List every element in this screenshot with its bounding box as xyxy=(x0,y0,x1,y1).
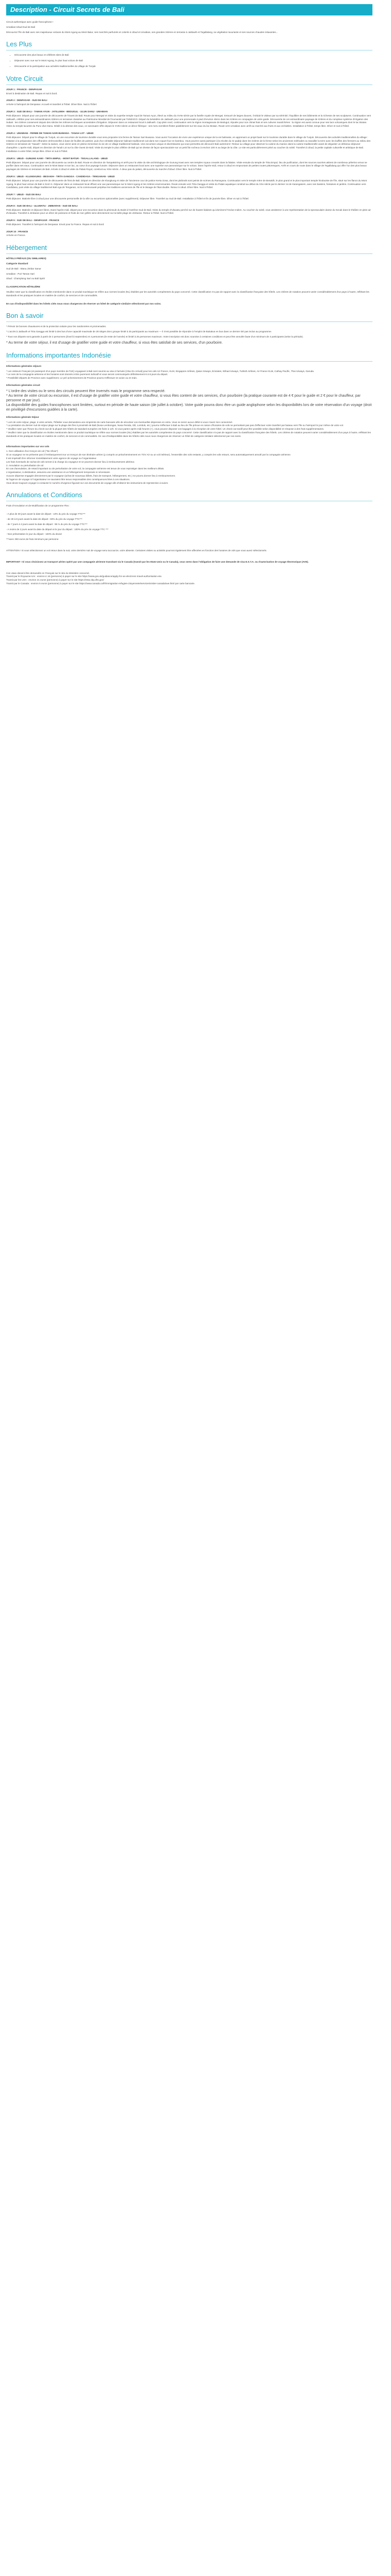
annulation-item: - A moins de 2 jours avant la date du départ et le jour du départ : 100% du prix du voyage TTC *** xyxy=(6,528,109,531)
classification-title: CLASSIFICATION HÔTELIÈRE xyxy=(6,285,40,289)
annulation-item: - de 30 à 8 jours avant la date de départ : 60% du prix du voyage TTC*** xyxy=(6,517,83,520)
itinerary xyxy=(6,88,372,238)
important-note: IMPORTANT ! Si vous choisissez un transport aérien opéré par une compagnie aérienne transitant via le Canada (transit par les Etats-Unis ou le Canada), vous serez dans l'obligation de faire une demande de visa E.S.T.A. ou d'autorisation de voyage électronique (AVE). xyxy=(6,560,309,563)
classification-text: Veuillez noter que la classification en étoiles mentionnée dans ce produit touristique se réfère aux normes locales (NL) établies par les autorités compétentes du pays concerné. Cette classification n'a pas de rapport avec la classification française des hôtels. Les critères de notation peuvent varier considérablement d'un pays à l'autre, reflétant les standards et les pratiques locales en matière de confort, de services et de commodités. xyxy=(6,291,369,297)
day-block xyxy=(6,132,372,154)
formalites-text: * Les visiteurs Français (et passeport d'un pays membre de l'UE) voyageant à Bali sont soumis au visa à l'arrivée (Visa On Arrival) pour les vols Air France, KLM, Singapore Airlines, Qatar Airways, Emirates, Etihad Airways, Turkish Airlines, Air France KLM, Cathay Pacific, Thai Airways, Garuda. * Le nom de la compagnie aérienne et les horaires sont donnés à titre purement indicatif et vous seront communiqués définitivement 6 à 8 jours du départ. * Possibilité départs de Province avec supplément. Le pré acheminement de Province pourra s'effectuer en avion ou en train. xyxy=(6,369,315,380)
annulation-intro: Frais d'Annulation et de Modification de ce programme Flex : xyxy=(6,504,70,507)
day-text: Petit déjeuner. Départ pour le village de Tunjuk, où une excursion de tourisme durable vous sera proposée à la ferme de Taman Sari Buwana. Vous aurez l'occasion de vivre une expérience unique de la vie balinaise, en apprenant un projet basé sur le tourisme durable dans le village de Tunjuk. Découverte des activités traditionnelles du village : initiation à la préparation des offrandes cérémonielles à base de feuilles de palmier, puis d'un véritable déjeuner balinais traditionnel cuit dans son coquet four en bambou. Vous pourrez aussi participer à la récolte du riz paddy dans les rizières de la ferme selon les anciennes méthodes ou travailler la terre avec les buffles des fermiers au milieu des rizières en terrasses de "Sawah". Selon la saison, vous vivrez ainsi en pleine immersion la vie de ce village traditionnel balinais. Une excursion unique et divertissante qui vous permettra de découvrir Bali autrement ! Retour au village pour observer la cuisine du manioc dans la cuisine traditionnelle avant de déguster un délicieux déjeuner champêtre. L'après-midi, départ en direction de Tanah Lot sur la côte Ouest de Bali. Visite du temple le plus célèbre de Bali qui se dresse de façon spectaculaire sur un petit îlot rocheux à environ 100 m au large de la côte. Le site est particulièrement prisé au coucher du soleil. Transfert à Ubud, la petite capitale culturelle et artistique de Bali. Installation à votre hôtel, temps libre. Dîner et nuit à l'hôtel. xyxy=(6,135,371,152)
tip-item-tipping: * Au terme de votre séjour, il est d'usage de gratifier votre guide et votre chauffeur, si vous êtes satisfait de ses services, d'un pourboire. xyxy=(6,341,223,345)
plus-list xyxy=(6,54,372,68)
day-title: JOUR 5 : UBUD - GUNUNG KAWI - TIRTA EMPUL - MONT BATUR - TEGALLALANG - UBUD xyxy=(6,157,108,160)
day-block xyxy=(6,193,372,201)
day-title: JOUR 4 : UMABIAN - FERME DE TAMAN SARI BUWANA - TANAH LOT - UBUD xyxy=(6,131,94,134)
page-title-banner: Description - Circuit Secrets de Bali xyxy=(6,4,372,15)
section-heading-plus: Les Plus xyxy=(6,40,372,50)
page xyxy=(0,0,379,597)
annulation-item: - de 7 jours à 3 jours avant la date de départ : 95 % du prix du voyage TTC*** xyxy=(6,522,88,526)
day-block xyxy=(6,230,372,238)
section-heading-hebergement: Hébergement xyxy=(6,244,372,254)
day-text: Envol à destination de Bali. Repas et nuit à bord. xyxy=(6,92,58,95)
circuit-info-title: Informations générales circuit xyxy=(6,384,40,387)
annulation-item: - Non présentation le jour du départ : 100% du devoir xyxy=(6,533,62,536)
plus-item: • Déjeuner avec vue sur le Mont Agung, le plus haut volcan de Bali xyxy=(14,59,372,63)
section-heading-circuit: Votre Circuit xyxy=(6,75,372,85)
day-text: Arrivée en France. xyxy=(6,234,26,237)
annulation-item: - A plus de 30 jours avant la date de départ : 10% du prix du voyage TTC*** xyxy=(6,513,86,516)
day-block xyxy=(6,175,372,190)
hotel-item: Ubud : Champlung Sari ou Bali Spirit xyxy=(6,277,45,280)
hotels-title: HÔTELS PRÉVUS (OU SIMILAIRES) xyxy=(6,257,46,260)
intro-line: Umabian-Ubud-Sud de Bali xyxy=(6,25,35,28)
classification-note: En cas d'indisponibilité dans les hôtels cités nous nous chargerons de réserver un hôtel de catégorie similaire sélectionné par nos soins. xyxy=(6,302,161,305)
day-block xyxy=(6,110,372,128)
vols-info-text: 1. Non-utilisation d'un tronçon de vol ("No Show") Si un voyageur ne se présente pas à l'embarquement sur un tronçon de son itinéraire aérien (y compris un préacheminement en TGV Air ou un vol intérieur), l'ensemble des vols restants, y compris les vols retours, sera automatiquement annulé par la compagnie aérienne. Il est impératif d'en informer immédiatement votre agence de voyage ou l'organisateur. Les frais éventuels de rachat de vols seront à la charge du voyageur et ne pourront donner lieu à remboursement ultérieur. 2. Annulation ou perturbation de vol En cas d'annulation, de retard important ou de perturbation de votre vol, la compagnie aérienne est tenue de vous reprotéger dans les meilleurs délais. L'organisateur, à destination, assurera une assistance et un hébergement temporaire si nécessaire. Aucune dépense engagée directement par le voyageur (achat de nouveaux billets, frais de transport, hébergement, etc.) ne pourra donner lieu à remboursement. Ni l'agence de voyage ni l'organisateur ne sauraient être tenus responsables des conséquences liées à ces situations. Vous devez toujours voyager à contacter le numéro d'urgence figurant sur vos documents de voyage afin d'obtenir les instructions de reprotection à suivre. xyxy=(6,450,291,484)
section-heading-infos: Informations importantes Indonésie xyxy=(6,351,372,362)
day-text: Petit déjeuner. Départ pour une journée de découverte de l'Est de Bali. Départ en direction de Klungkung et visite de l'ancienne cour de justice Kerta Gosa, dont les plafonds sont peints de scènes du Ramayana. Continuation vers le temple mère de Besakih, le plus grand et le plus important temple hindouiste de l'île, situé sur les flancs du Mont Agung, le plus haut volcan de Bali à 3142 m. Déjeuner dans un restaurant local offrant une vue panoramique sur le Mont Agung et les rizières environnantes. Route ensuite vers Tirta Gangga et visite du Palais aquatique construit au début du XXe siècle par le dernier roi de Karangasem, avec ses bassins, fontaines et jardins. Continuation vers Candidasa, puis visite du village traditionnel Bali Aga de Tenganan, où la communauté perpétue les traditions anciennes de l'île et le tissage de l'ikat double. Retour à Ubud. Dîner libre. Nuit à l'hôtel. xyxy=(6,179,367,189)
intro-line: Circuit authentique avec guide francophone ! xyxy=(6,21,54,23)
day-title: JOUR 8 : SUD DE BALI - ULUWATU - JIMBARAN - SUD DE BALI xyxy=(6,204,78,207)
day-text: Petit déjeuner. Transfert à l'aéroport de Denpasar. Envol pour la France. Repas et nuit à bord. xyxy=(6,223,105,226)
day-title: JOUR 3 : SUD DE BALI - TAMAN AYUN - JATILUWIH - BEDUGUL - ULUN DANU - UMABIAN xyxy=(6,110,108,113)
attention-note: ATTENTION ! Si vous sélectionnez un vol retour dans la nuit, votre dernière nuit de voyage sera raccourcie, voire absente. Certaines visites ou activités pourront également être affectées en fonction des horaires de vols que vous aurez sélectionnés. xyxy=(6,549,267,552)
hebergement-section xyxy=(6,257,372,306)
section-heading-bon-a-savoir: Bon à savoir xyxy=(6,312,372,322)
day-text: Petit déjeuner. Matinée et déjeuner libres. Dans l'après-midi, départ pour une excursion dans la péninsule du Bukit à l'extrême Sud de Bali. Visite du temple d'Uluwatu perché sur de hautes falaises qui dominent l'Océan Indien. Au coucher du soleil, vous assisterez à une représentation de la spectaculaire danse du Kecak dans le théâtre en plein air d'Uluwatu. Transfert à Jimbaran pour un dîner de poissons et fruits de mer grillés servi directement sur la belle plage de Jimbaran. Retour à l'hôtel. Nuit à l'hôtel. xyxy=(6,208,371,215)
day-block xyxy=(6,157,372,172)
day-block xyxy=(6,219,372,227)
day-block xyxy=(6,88,372,96)
visa-info: Ces visas doivent être demandés en Français sur le site du Ministère concerné. Transit par le Royaume-Uni : environ £ 16 (personne) à payer sur le site https://www.gov.uk/guidance/apply-for-an-electronic-travel-authorisation-eta Transit par les USA : environ 21 euros (personne) à payer sur le site https://esta.cbp.dhs.gov/ Transit par le Canada : environ 5 euros (personne) à payer sur le site https://www.canada.ca/fr/immigration-refugies-citoyennete/services/visiter-canada/ave.html par carte bancaire. xyxy=(6,571,195,585)
annulations-section xyxy=(6,504,372,585)
day-title: JOUR 7 : UBUD - SUD DE BALI xyxy=(6,193,41,196)
tip-item: * L'accès à Jatiluwih et Tirta Gangga est limité à des bus d'une capacité maximale de 28 sièges donc groupe limité à 25 participants au maximum — il n'est possible de répondre à l'emploi de Bukakus en bus dans ce dernier tiré pas inclus au programme. xyxy=(6,330,272,333)
annulation-footnote: ***avec 250 euros de frais minimum par personne xyxy=(6,538,59,541)
day-text: Arrivée à l'aéroport de Denpasar. Accueil et transfert à l'hôtel. Dîner libre. Nuit à l'hôtel. xyxy=(6,103,97,106)
day-title: JOUR 2 : DENPASAR - SUD DE BALI xyxy=(6,99,47,102)
bon-a-savoir-section xyxy=(6,325,372,345)
section-heading-annulations: Annulations et Conditions xyxy=(6,491,372,501)
day-title: JOUR 1 : FRANCE - DENPASAR xyxy=(6,88,42,91)
tip-item: * Prévoir de bonnes chaussures et de la protection solaire pour les randonnées et promenades. xyxy=(6,325,107,328)
day-text: Petit déjeuner. Départ pour une journée de découverte de l'Ouest de Bali. Route pour Mengwi et visite du superbe temple royal de Taman Ayun, élevé au milieu du XVIIe siècle par la famille royale de Mengwi. Entouré de larges douves, il séduit le visiteur par sa sérénité, l'équilibre de ses bâtiments et la richesse de ses sculptures. Continuation vers Jatiluwih, célèbre pour ses extraordinaires rizières en terrasses classées au Patrimoine Mondial de l'Humanité par l'UNESCO. Départ du belvédère de Jatiluwih pour une promenade à pied d'environ 45mn dans les rizières en compagnie de votre guide. Découverte de cet extraordinaire paysage de rizières et du complexe système d'irrigation des Subak : les rizières conservent depuis des siècles les mêmes techniques ancestrales d'irrigation. Déjeuner dans un restaurant local à Jatiluwih. Cap plein nord, continuation vers la région montagneuse de Bedugul, réputée pour son climat frais et ses cultures maraîchères : la région est aussi connue pour ses lacs volcaniques dont le lac Bratan. Visite du temple lacustre du Pura Ulun Danu. Dédié à la déesse des eaux, ce sanctuaire offre depuis le XVIIe siècle un décor féérique : ses meru semblent flotter paisiblement sur les eaux du lac Bratan. Route vers Umabian avec arrêt au marché aux fruits et aux orchidées. Installation à l'hôtel, temps libre. Dîner et nuit à l'hôtel. xyxy=(6,114,371,128)
formalites-title: Informations générales séjours xyxy=(6,364,42,367)
hotel-category: Catégorie Standard xyxy=(6,262,28,265)
circuit-info-text: * L'ordre des visites ou le sens des circuits peuvent être inversés mais le programme sera respecté. * Au terme de votre circuit ou excursion, il est d'usage de gratifier votre guide et votre chauffeur, si vous êtes content de ses services, d'un pourboire (la pratique courante est de 4 € pour le guide et 2 € pour le chauffeur, par personne et par jour). La disponibilité des guides francophones sont limitées, surtout en période de haute saison (de juillet à octobre). Votre guide pourra donc être un guide anglophone selon les disponibilités lors de votre réservation d'un voyage (droit en privilégié d'excursions guidées à la carte). xyxy=(6,389,372,412)
tip-item: * Tous nos départs sont garantis à partir de 2 personnes (d'avril à septembre) et 4 personnes (le reste de l'année) et limité à 25 personnes maximum. Votre inscription est donc soumise à certaines conditions et peut être annulée faute d'un minimum de 4 participants (selon la période). xyxy=(6,335,304,338)
day-title: JOUR 10 : FRANCE xyxy=(6,230,28,233)
hotel-item: Sud de Bali : Wana Jimbar Sanur xyxy=(6,267,41,270)
day-text: Petit déjeuner. Matinée libre à Ubud pour une découverte personnelle de la ville ou excursions optionnelles (avec supplément). Déjeuner libre. Transfert au Sud de Bali. Installation à l'hôtel et fin de journée libre. Dîner et nuit à l'hôtel. xyxy=(6,197,249,200)
intro-section xyxy=(6,21,372,34)
plus-item: • Découverte et la participation aux activités traditionnelles du village de Tunjuk xyxy=(14,65,372,69)
plus-item: • Découverte des plus beaux et célèbres sites de Bali xyxy=(14,54,372,57)
vols-info-title: Informations importantes sur vos vols xyxy=(6,445,50,448)
infos-section xyxy=(6,365,372,485)
day-title: JOUR 9 : SUD DE BALI - DENPASAR - FRANCE xyxy=(6,219,59,222)
day-text: Petit déjeuner. Départ pour une journée de découverte au centre de Bali. Route en direction de Tampaksiring et arrêt pour la visite du site archéologique de Gunung Kawi avec ses temples royaux creusés dans la falaise. Visite ensuite du temple de Tirta Empul, lieu de purification, dont les sources sacrées attirent de nombreux pèlerins venus se purifier dans ses eaux. Continuation vers le Mont Batur et son lac, au cœur d'un paysage lunaire. Déjeuner dans un restaurant local avec une superbe vue panoramique sur le volcan. Dans l'après-midi, retour à Ubud en empruntant de petites routes pittoresques. Arrêt en cours de route dans le village de Tegallalang qui offre l'un des plus beaux paysages de rizières en terrasses de Bali. Arrivée à Ubud et visite du Palais Royal, construit au XIXe siècle. À deux pas du palais, découverte du marché d'Ubud. Dîner libre. Nuit à l'hôtel. xyxy=(6,161,367,171)
sejour-info-title: Informations générale Séjour xyxy=(6,415,39,418)
sejour-info-text: * Lors de votre séjour, plage, à votre arrivée, l'hôtelier vous demandera une empreinte de carte bancaire afin de sécuriser vos éventuelles dépenses en extra. Vous ne serez aucun débit si vous n'avez rien consommé. * La prestation du dernier nuit de séjour plage sur la plage des îles à proximité de Bali (Nusa Lembongan, Nusa Penida, Gili, Lombok, etc.) pourra s'effectuer à Bali au lieu de l'île prévue en raison d'horaires de vols ne permettant pas pas d'effectuer votre transfert par bateau vers l'île ou l'aéroport le jour même de votre vol. * Veuillez noter que l'heure du check-out de la plupart des hôtels de standard européen est fixée à 12h. Si vous partez après midi heures (+), vous pouvez disposer vos bagages à la réception de votre hôtel. Un check-out tardif peut être possible selon disponibilité et s'impose à des frais supplémentaires. * Veuillez noter que la classification en étoiles mentionnée dans ce produit touristique se réfère aux normes locales (NL) établies par les autorités compétentes du pays concerné. Cette classification n'a pas de rapport avec la classification française des hôtels. Les critères de notation peuvent varier considérablement d'un pays à l'autre, reflétant les standards et les pratiques locales en matière de confort, de services et de commodités. En cas d'indisponibilité dans les hôtels cités nous nous chargerons de réserver un hôtel de catégorie similaire sélectionné par nos soins. xyxy=(6,420,371,437)
hotel-item: Umabian : Puri Taman Sari xyxy=(6,272,35,275)
day-title: JOUR 6 : UBUD - KLUNGKUNG - BESAKIH - TIRTA GANGGA - CANDIDASA - TENGANAN - UBUD xyxy=(6,175,115,178)
intro-paragraph: Découvrez l'île de Bali avec ses majestueux volcans du Mont Agung au Mont Batur, ses marchés parfumés et colorés à Ubud et Umabian, ses grandes rizières en terrasse à Jatiluwih et Tegallalang, sa végétation luxuriante et ses sources chaudes relaxantes... xyxy=(6,30,278,33)
day-block xyxy=(6,99,372,107)
day-block xyxy=(6,205,372,215)
